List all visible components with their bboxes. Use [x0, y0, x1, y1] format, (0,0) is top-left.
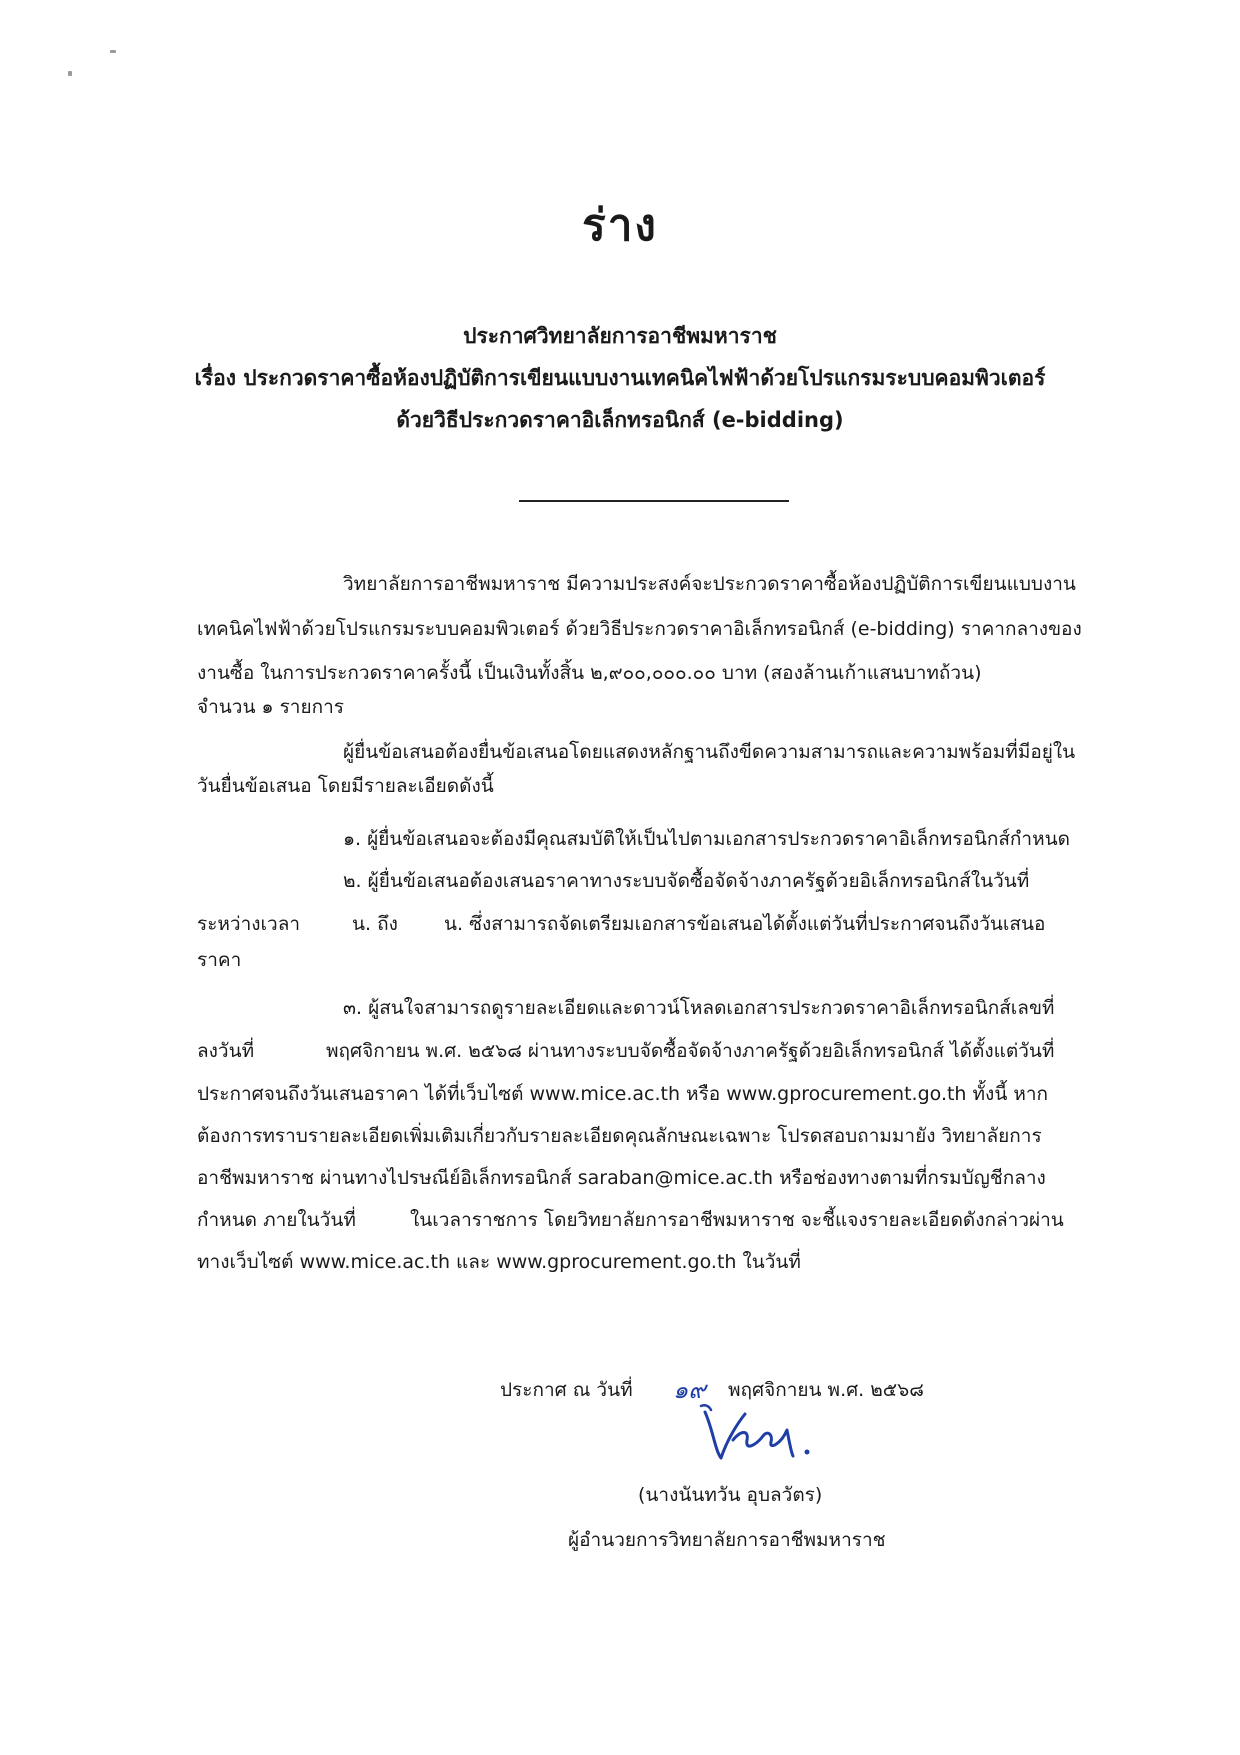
draft-mark: ร่าง — [582, 200, 658, 251]
handwritten-day: ๑๙ — [673, 1376, 706, 1404]
item-2-line: ราคา — [197, 949, 242, 971]
announcement-subject: เรื่อง ประกวดราคาซื้อห้องปฏิบัติการเขียนแบบงานเทคนิคไฟฟ้าด้วยโปรแกรมระบบคอมพิวเตอร์ — [194, 366, 1046, 390]
body-line: วันยื่นข้อเสนอ โดยมีรายละเอียดดังนี้ — [197, 775, 494, 797]
signatory-position: ผู้อำนวยการวิทยาลัยการอาชีพมหาราช — [568, 1529, 886, 1551]
item-3-line: ในเวลาราชการ โดยวิทยาลัยการอาชีพมหาราช จะชี้แจงรายละเอียดดังกล่าวผ่าน — [410, 1209, 1064, 1231]
header-divider — [519, 500, 789, 502]
body-line: เทคนิคไฟฟ้าด้วยโปรแกรมระบบคอมพิวเตอร์ ด้วยวิธีประกวดราคาอิเล็กทรอนิกส์ (e-bidding) ราคากลางของ — [197, 618, 1082, 640]
signatory-name: (นางนันทวัน อุบลวัตร) — [638, 1484, 823, 1506]
item-3-line: ต้องการทราบรายละเอียดเพิ่มเติมเกี่ยวกับรายละเอียดคุณลักษณะเฉพาะ โปรดสอบถามมายัง วิทยาลัยการ — [197, 1125, 1042, 1147]
scan-speck — [68, 71, 72, 76]
item-2-line: น. ซึ่งสามารถจัดเตรียมเอกสารข้อเสนอได้ตั้งแต่วันที่ประกาศจนถึงวันเสนอ — [444, 913, 1046, 935]
announce-date-month-year: พฤศจิกายน พ.ศ. ๒๕๖๘ — [728, 1379, 924, 1401]
scan-speck — [110, 50, 116, 53]
item-3-deadline-label: กำหนด ภายในวันที่ — [197, 1209, 356, 1231]
body-line: วิทยาลัยการอาชีพมหาราช มีความประสงค์จะประกวดราคาซื้อห้องปฏิบัติการเขียนแบบงาน — [343, 573, 1076, 595]
item-2-line: ๒. ผู้ยื่นข้อเสนอต้องเสนอราคาทางระบบจัดซื้อจัดจ้างภาครัฐด้วยอิเล็กทรอนิกส์ในวันที่ — [343, 870, 1030, 892]
body-line: ผู้ยื่นข้อเสนอต้องยื่นข้อเสนอโดยแสดงหลักฐานถึงขีดความสามารถและความพร้อมที่มีอยู่ใน — [343, 741, 1076, 763]
item-1: ๑. ผู้ยื่นข้อเสนอจะต้องมีคุณสมบัติให้เป็นไปตามเอกสารประกวดราคาอิเล็กทรอนิกส์กำหนด — [343, 828, 1070, 850]
item-3-line: ประกาศจนถึงวันเสนอราคา ได้ที่เว็บไซต์ www.mice.ac.th หรือ www.gprocurement.go.th ทั้งนี้ หาก — [197, 1083, 1049, 1105]
announcement-org: ประกาศวิทยาลัยการอาชีพมหาราช — [463, 324, 777, 348]
item-2-time-to: น. ถึง — [352, 913, 398, 935]
body-line: จำนวน ๑ รายการ — [197, 696, 344, 718]
item-2-time-label: ระหว่างเวลา — [197, 913, 301, 935]
announce-date-prefix: ประกาศ ณ วันที่ — [500, 1379, 633, 1401]
signature-image — [693, 1400, 813, 1470]
announcement-method: ด้วยวิธีประกวดราคาอิเล็กทรอนิกส์ (e-bidding) — [396, 408, 844, 432]
item-3-line: ทางเว็บไซต์ www.mice.ac.th และ www.gprocurement.go.th ในวันที่ — [197, 1251, 801, 1273]
body-line: งานซื้อ ในการประกวดราคาครั้งนี้ เป็นเงินทั้งสิ้น ๒,๙๐๐,๐๐๐.๐๐ บาท (สองล้านเก้าแสนบาทถ้วน) — [197, 662, 982, 684]
item-3-line: พฤศจิกายน พ.ศ. ๒๕๖๘ ผ่านทางระบบจัดซื้อจัดจ้างภาครัฐด้วยอิเล็กทรอนิกส์ ได้ตั้งแต่วันที่ — [326, 1040, 1055, 1062]
item-3-date-label: ลงวันที่ — [197, 1040, 255, 1062]
item-3-line: ๓. ผู้สนใจสามารถดูรายละเอียดและดาวน์โหลดเอกสารประกวดราคาอิเล็กทรอนิกส์เลขที่ — [343, 997, 1055, 1019]
item-3-line: อาชีพมหาราช ผ่านทางไปรษณีย์อิเล็กทรอนิกส์ saraban@mice.ac.th หรือช่องทางตามที่กรมบัญชีกลาง — [197, 1167, 1046, 1189]
